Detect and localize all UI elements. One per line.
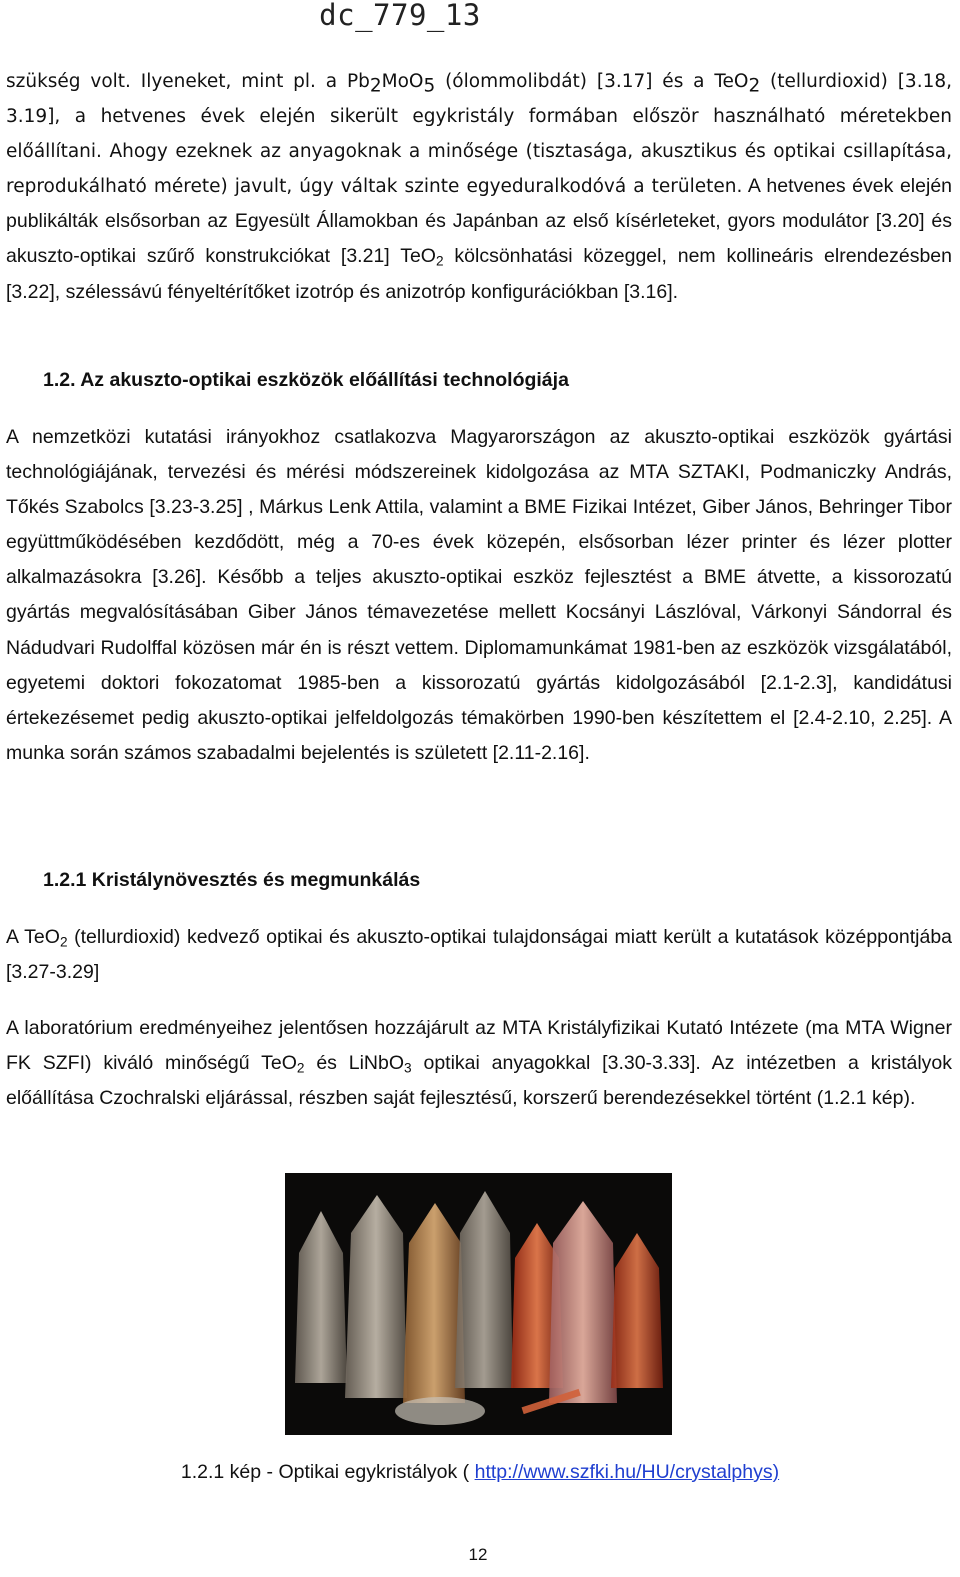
section-heading-1-2-1: 1.2.1 Kristálynövesztés és megmunkálás [43, 869, 421, 891]
crystal-disc [395, 1397, 485, 1425]
optical-crystals-photo [285, 1173, 672, 1435]
document-id-header: dc_779_13 [319, 0, 481, 32]
intro-paragraph: szükség volt. Ilyeneket, mint pl. a $Pb_2MoO_5$ (ólommolibdát) [3.17] és a TeO$_2$ (tellurdioxid) [3.18, 3.19], a hetvenes évek elején sikerült egykristály formában először használható méretekben előállítani. Ahogy ezeknek az anyagoknak a minősége (tisztasága, akusztikus és optikai csillapítása, reprodukálható mérete) javult, úgy váltak szinte egyeduralkodóvá a területen. A hetvenes évek elején publikálták elsősorban az Egyesült Államokban és Japánban az első kísérleteket, gyors modulátor [3.20] és akuszto-optikai szűrő konstrukciókat [3.21] TeO$_2$ kölcsönhatási közeggel, nem kollineáris elrendezésben [3.22], szélessávú fényeltérítőket izotróp és anizotróp konfigurációkban [3.16]. [6, 71, 953, 303]
crystals-illustration [285, 1173, 672, 1435]
caption-label: 1.2.1 kép - Optikai egykristályok ( [180, 1461, 475, 1483]
page-number: 12 [468, 1545, 488, 1564]
para1-text-1: szükség volt. Ilyeneket, mint pl. a Pb [6, 71, 370, 92]
technology-paragraph: A nemzetközi kutatási irányokhoz csatlakozva Magyarországon az akuszto-optikai eszközök gyártási technológiájának, tervezési és mérési módszereinek kidolgozása az MTA SZTAKI, Podmaniczky András, Tőkés Szabolcs [3.23-3.25] , Márkus Lenk Attila, valamint a BME Fizikai Intézet, Giber János, Behringer Tibor együttműködésében kezdődött, még a 70-es évek közepén, elsősorban lézer printer és lézer plotter alkalmazásokra [3.26]. Később a teljes akuszto-optikai eszköz fejlesztést a BME átvette, a kissorozatú gyártás megvalósításában Giber János témavezetése mellett Kocsányi Lászlóval, Várkonyi Sándorral és Nádudvari Rudolffal közösen már én is részt vettem. Diplomamunkámat 1981-ben az eszközök vizsgálatából, egyetemi doktori fokozatomat 1985-ben a kissorozatú gyártás kidolgozásából [2.1-2.3], kandidátusi értekezésemet pedig akuszto-optikai jelfeldolgozás témakörben 1990-ben készítettem el [2.4-2.10, 2.25]. A munka során számos szabadalmi bejelentés is született [2.11-2.16]. [6, 426, 952, 764]
teo2-paragraph: A TeO$_2$ (tellurdioxid) kedvező optikai és akuszto-optikai tulajdonságai miatt került a kutatások középpontjába [3.27-3.29] [6, 926, 953, 984]
laboratory-paragraph: A laboratórium eredményeihez jelentősen hozzájárult az MTA Kristályfizikai Kutató Intézete (ma MTA Wigner FK SZFI) kiváló minőségű TeO$_2$ és LiNbO$_3$ optikai anyagokkal [3.30-3.33]. Az intézetben a kristályok előállítása Czochralski eljárással, részben saját fejlesztésű, korszerű berendezésekkel történt (1.2.1 kép). [6, 1017, 953, 1110]
photo-caption [0, 1461, 960, 1484]
section-heading-1-2: 1.2. Az akuszto-optikai eszközök előállítási technológiája [43, 369, 569, 391]
crystalphys-link[interactable]: http://www.szfki.hu/HU/crystalphys) [474, 1461, 780, 1483]
